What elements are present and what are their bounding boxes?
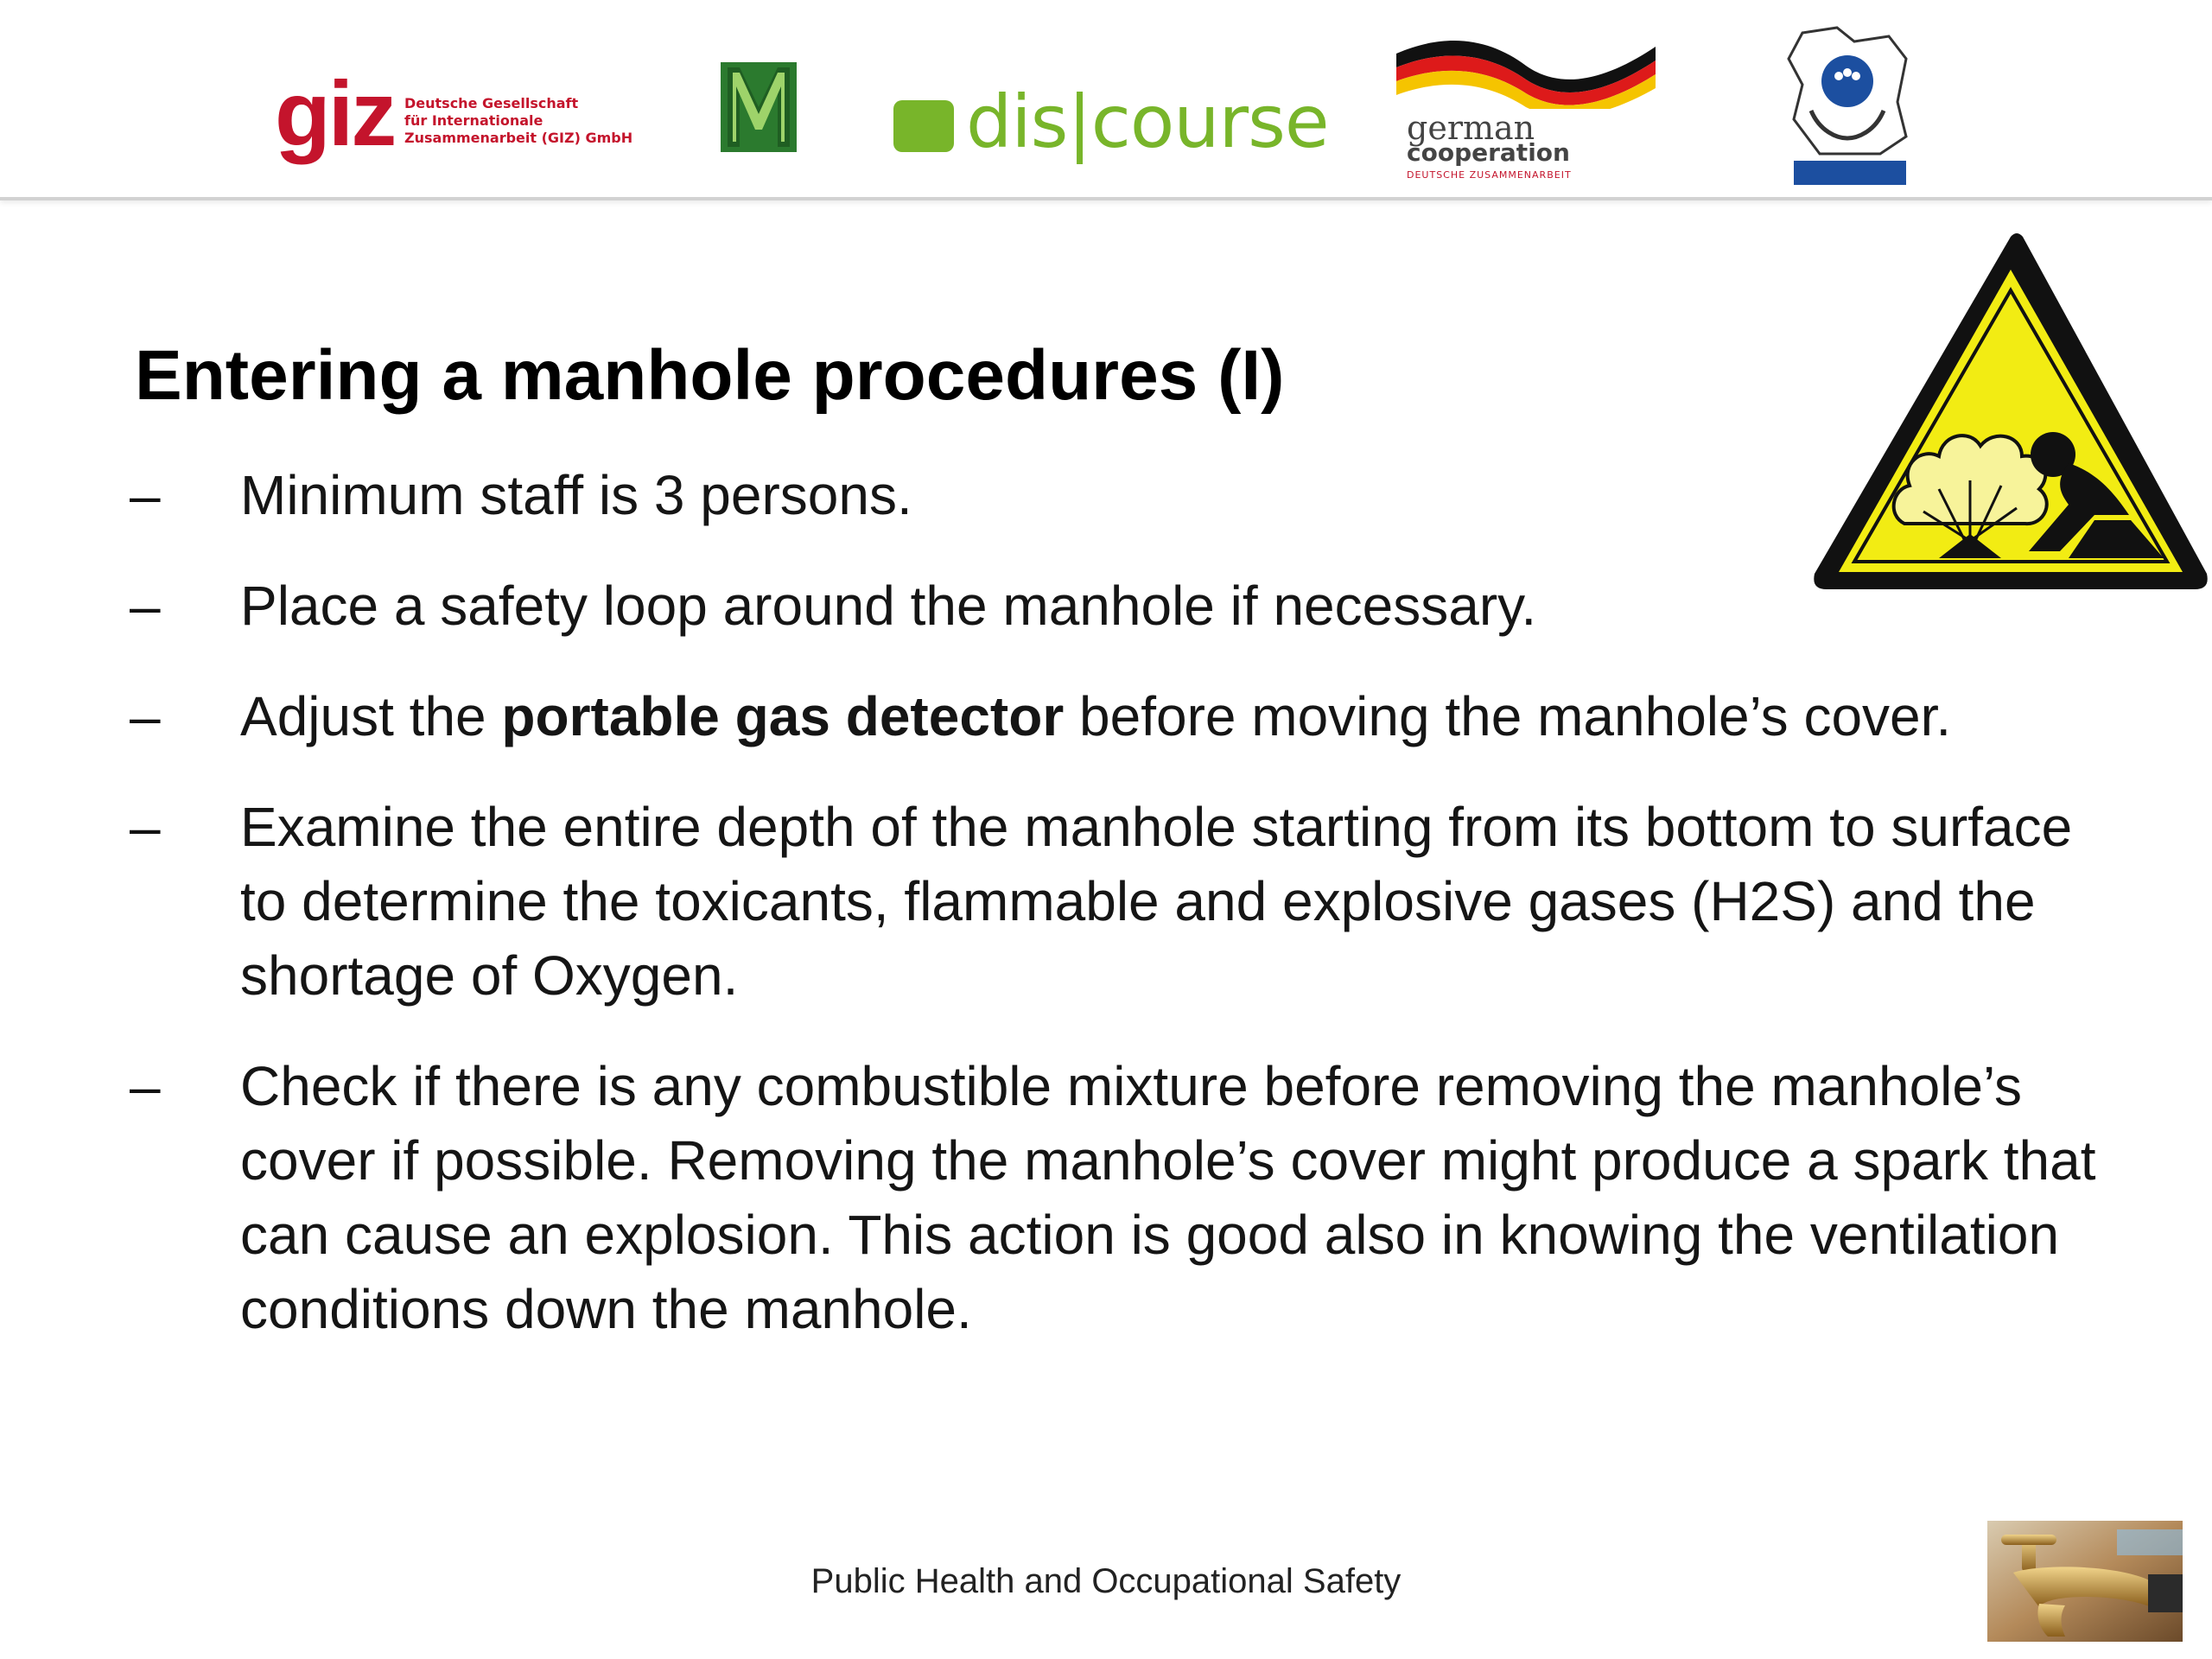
bullet-text: Check if there is any combustible mixture before removing the manhole’s cover if possible. Removing the manhole’s cover might produce a spark that can cause an explosion. This action is good also in knowing the ventilation conditions down the manhole. [240,1055,2096,1340]
discourse-wordmark: dis|course [966,79,1329,164]
bullet-text-before: Adjust the [240,685,502,747]
list-item [130,679,2100,753]
bullet-text-bold: portable gas detector [501,685,1065,747]
list-item [130,790,2100,1013]
giz-subtitle-line: für Internationale [404,112,543,129]
bullet-text [240,679,2100,753]
bullet-text-after: before moving the manhole’s cover. [1064,685,1952,747]
bullet-text: Place a safety loop around the manhole if necessary. [240,575,1537,637]
list-item [130,569,2100,643]
bullet-text: Minimum staff is 3 persons. [240,464,912,526]
list-item [130,458,2100,532]
bullet-dash: – [130,1055,161,1117]
m-logo-icon [721,62,797,152]
bullet-dash: – [130,685,161,747]
logo-bar [0,0,2212,200]
bullet-list [130,458,2100,1382]
giz-subtitle-line: Deutsche Gesellschaft [404,95,579,111]
giz-subtitle-line: Zusammenarbeit (GIZ) GmbH [404,130,633,146]
german-cooperation-logo [1396,31,1664,187]
water-fund-logo-icon [1785,24,1915,188]
bullet-text: Examine the entire depth of the manhole starting from its bottom to surface to determine the toxicants, flammable and explosive gases (H2S) and the shortage of Oxygen. [240,796,2073,1007]
water-tap-photo-icon [1987,1521,2183,1642]
bullet-dash: – [130,464,161,526]
bullet-dash: – [130,575,161,637]
giz-wordmark: giz [275,63,395,165]
footer-text: Public Health and Occupational Safety [810,1562,1402,1600]
discourse-square-icon [893,100,954,152]
german-flag-ribbon-icon [1396,31,1664,109]
bullet-dash: – [130,796,161,858]
german-cooperation-line1: german [1407,109,1535,147]
german-cooperation-line2: cooperation [1407,138,1570,167]
list-item [130,1049,2100,1346]
slide-title: Entering a manhole procedures (I) [135,336,1285,415]
giz-subtitle [404,95,633,147]
german-cooperation-line3: DEUTSCHE ZUSAMMENARBEIT [1407,169,1572,181]
